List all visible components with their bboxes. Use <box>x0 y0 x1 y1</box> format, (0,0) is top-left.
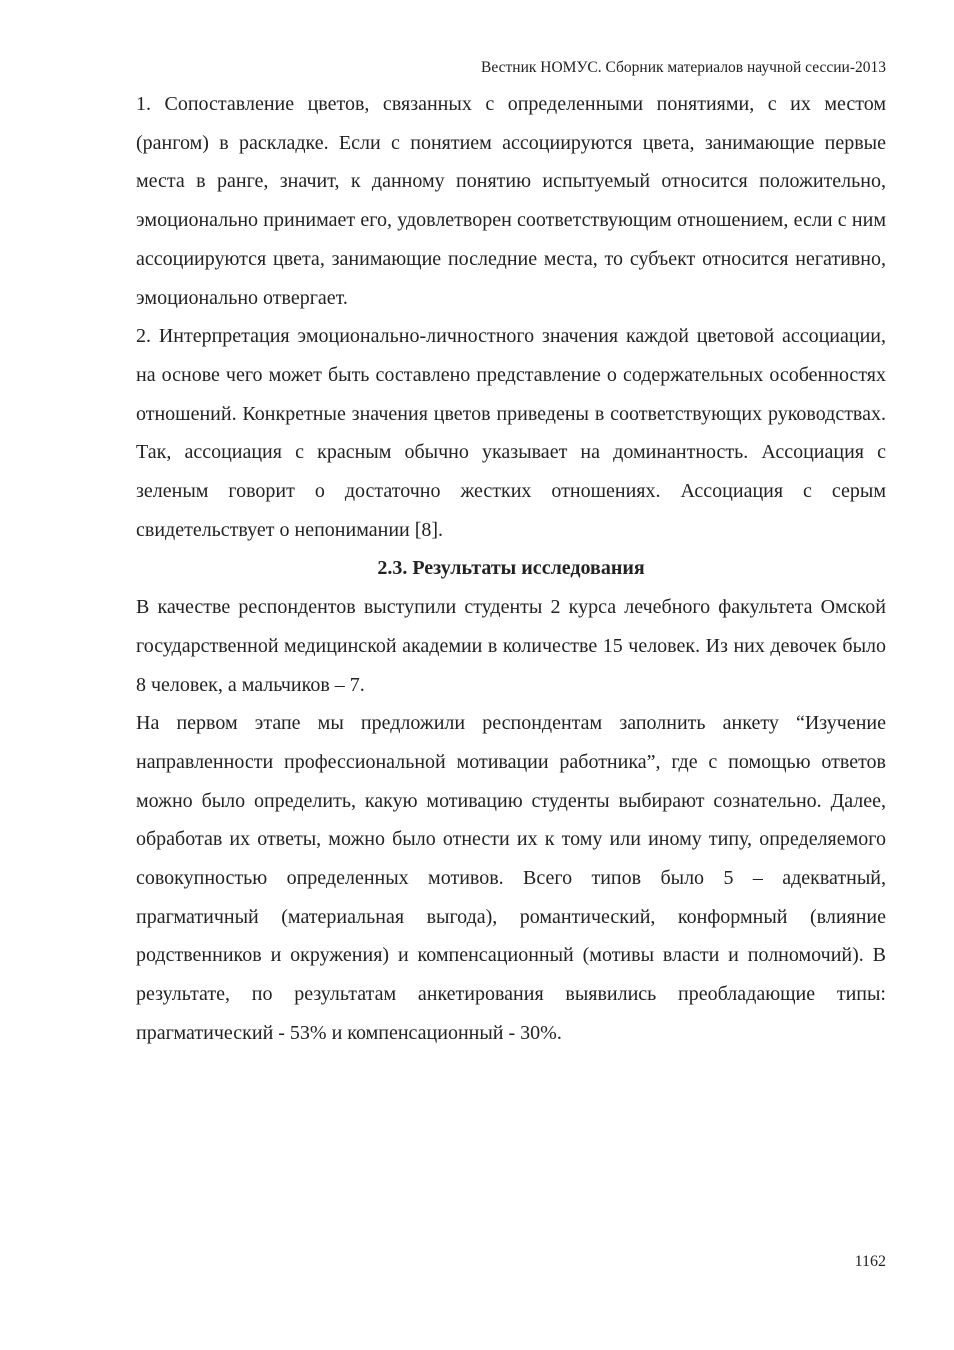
section-heading: 2.3. Результаты исследования <box>377 557 645 580</box>
paragraph-questionnaire-results: На первом этапе мы предложили респондентам заполнить анкету “Изучение направленности профессиональной мотивации работника”, где с помощью ответов можно было определить, какую мотивацию студенты выбирают сознательно. Далее, обработав их ответы, можно было отнести их к тому или иному типу, определяемого совокупностью определенных мотивов. Всего типов было 5 – адекватный, прагматичный (материальная выгода), романтический, конформный (влияние родственников и окружения) и компенсационный (мотивы власти и полномочий). В результате, по результатам анкетирования выявились преобладающие типы: прагматический - 53% и компенсационный - 30%. <box>136 712 886 1044</box>
paragraph-color-interpretation: 2. Интерпретация эмоционально-личностного значения каждой цветовой ассоциации, на основе чего может быть составлено представление о содержательных особенностях отношений. Конкретные значения цветов приведены в соответствующих руководствах. Так, ассоциация с красным обычно указывает на доминантность. Ассоциация с зеленым говорит о достаточно жестких отношениях. Ассоциация с серым свидетельствует о непонимании [8]. <box>136 325 886 541</box>
article-body <box>136 85 886 1053</box>
paragraph-respondents: В качестве респондентов выступили студенты 2 курса лечебного факультета Омской государственной медицинской академии в количестве 15 человек. Из них девочек было 8 человек, а мальчиков – 7. <box>136 596 886 696</box>
paragraph-color-rank-comparison: 1. Сопоставление цветов, связанных с определенными понятиями, с их местом (рангом) в раскладке. Если с понятием ассоциируются цвета, занимающие первые места в ранге, значит, к данному понятию испытуемый относится положительно, эмоционально принимает его, удовлетворен соответствующим отношением, если с ним ассоциируются цвета, занимающие последние места, то субъект относится негативно, эмоционально отвергает. <box>136 93 886 309</box>
page-number: 1162 <box>854 1253 886 1270</box>
running-header: Вестник НОМУС. Сборник материалов научной сессии-2013 <box>481 59 886 76</box>
